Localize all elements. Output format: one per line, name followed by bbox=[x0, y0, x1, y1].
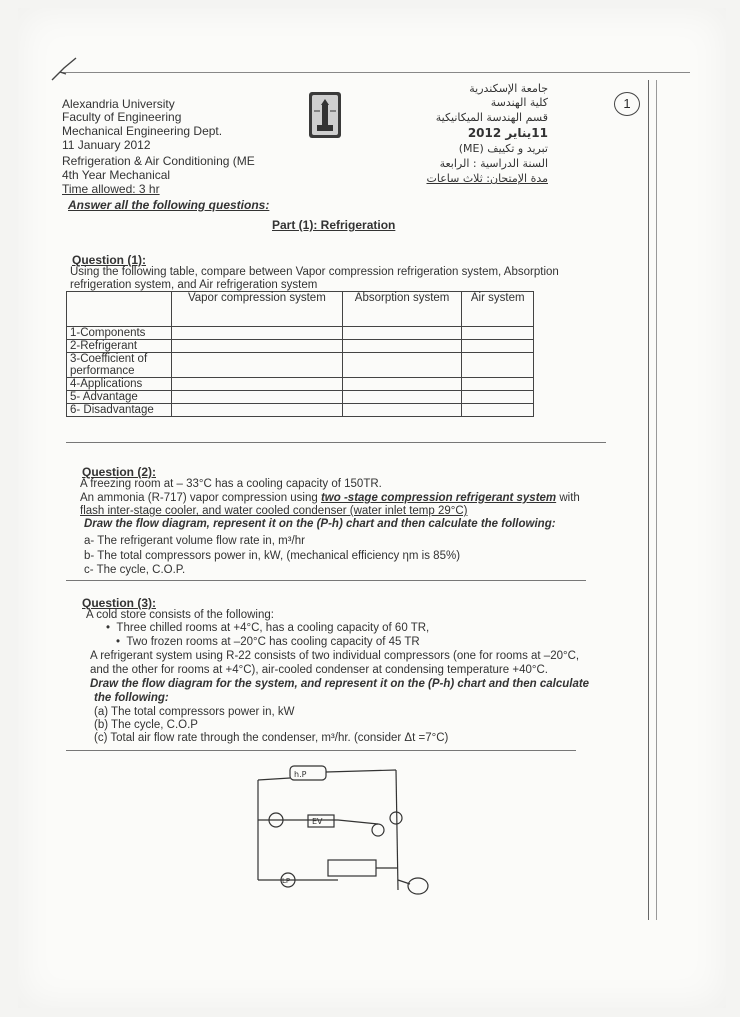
section-divider bbox=[66, 750, 576, 751]
arabic-course: تبريد و تكييف (ME) bbox=[458, 142, 548, 155]
q3-item-b: (b) The cycle, C.O.P bbox=[94, 719, 198, 731]
q2-line2-start: An ammonia (R-717) vapor compression using bbox=[80, 492, 321, 504]
page-number: 1 bbox=[623, 96, 631, 111]
q3-bullet1-text: Three chilled rooms at +4°C, has a cooling capacity of 60 TR, bbox=[116, 622, 430, 634]
header-top-rule bbox=[62, 72, 690, 73]
col-header-air: Air system bbox=[462, 292, 534, 327]
col-header-absorption: Absorption system bbox=[342, 292, 462, 327]
refrigeration-sketch-drawing bbox=[228, 760, 438, 910]
lighthouse-emblem-icon bbox=[308, 91, 342, 139]
q2-line4: Draw the flow diagram, represent it on the (P-h) chart and then calculate the following: bbox=[84, 518, 556, 530]
q3-bullet2-text: Two frozen rooms at –20°C has cooling capacity of 45 TR bbox=[126, 636, 420, 648]
table-row bbox=[67, 353, 534, 366]
department-name: Mechanical Engineering Dept. bbox=[62, 124, 223, 138]
arabic-department: قسم الهندسة الميكانيكية bbox=[435, 111, 548, 124]
sketch-label-lp: LP bbox=[282, 877, 291, 885]
q2-line3: flash inter-stage cooler, and water cooled condenser (water inlet temp 29°C) bbox=[80, 505, 468, 517]
arabic-date: 11يناير 2012 bbox=[467, 126, 548, 140]
sketch-label-ev: EV bbox=[312, 817, 323, 826]
q2-item-c: c- The cycle, C.O.P. bbox=[84, 564, 186, 576]
q3-line3: and the other for rooms at +4°C), air-cooled condenser at condensing temperature +40°C. bbox=[90, 664, 548, 676]
q3-bullet2 bbox=[116, 636, 420, 648]
year-level: 4th Year Mechanical bbox=[62, 168, 171, 182]
q1-title: Question (1): bbox=[72, 253, 146, 267]
time-allowed: Time allowed: 3 hr bbox=[62, 182, 160, 196]
table-row bbox=[67, 327, 534, 340]
q2-line2-end: with bbox=[556, 492, 580, 504]
pen-mark-icon bbox=[50, 54, 80, 89]
q2-item-a: a- The refrigerant volume flow rate in, m³/hr bbox=[84, 535, 305, 547]
q3-line5: the following: bbox=[94, 692, 169, 704]
q3-item-c: (c) Total air flow rate through the condenser, m³/hr. (consider Δt =7°C) bbox=[94, 732, 449, 744]
row-label: 4-Applications bbox=[67, 378, 172, 391]
q3-line2: A refrigerant system using R-22 consists of two individual compressors (one for rooms at –20°C, bbox=[90, 650, 580, 662]
row-label: 6- Disadvantage bbox=[67, 404, 172, 417]
section-divider bbox=[66, 580, 586, 581]
section-divider bbox=[66, 442, 606, 443]
sketch-label-hp: h.P bbox=[294, 770, 307, 779]
row-label: 2-Refrigerant bbox=[67, 340, 172, 353]
course-name: Refrigeration & Air Conditioning (ME bbox=[62, 154, 255, 168]
table-row bbox=[67, 391, 534, 404]
col-header-vapor: Vapor compression system bbox=[172, 292, 343, 327]
arabic-duration: مدة الإمتحان: ثلاث ساعات bbox=[426, 172, 548, 185]
arabic-year: السنة الدراسية : الرابعة bbox=[439, 157, 548, 170]
q3-title: Question (3): bbox=[82, 596, 156, 610]
bullet-icon: • bbox=[106, 622, 117, 634]
q2-line2-emphasis: two -stage compression refrigerant system bbox=[320, 492, 557, 504]
q3-item-a: (a) The total compressors power in, kW bbox=[94, 706, 295, 718]
faculty-name: Faculty of Engineering bbox=[62, 110, 182, 124]
comparison-table bbox=[66, 291, 534, 417]
part-title: Part (1): Refrigeration bbox=[272, 218, 396, 232]
q2-line2 bbox=[80, 492, 580, 504]
row-label: performance bbox=[67, 365, 172, 378]
q2-line1: A freezing room at – 33°C has a cooling capacity of 150TR. bbox=[80, 478, 382, 490]
q2-item-b: b- The total compressors power in, kW, (mechanical efficiency ηm is 85%) bbox=[84, 550, 461, 562]
q3-line1: A cold store consists of the following: bbox=[86, 609, 274, 621]
exam-instruction: Answer all the following questions: bbox=[68, 198, 270, 212]
bullet-icon: • bbox=[116, 636, 127, 648]
arabic-university: جامعة الإسكندرية bbox=[469, 82, 548, 95]
exam-date: 11 January 2012 bbox=[62, 138, 151, 152]
table-row bbox=[67, 340, 534, 353]
table-header-row bbox=[67, 292, 534, 327]
table-row bbox=[67, 404, 534, 417]
row-label: 5- Advantage bbox=[67, 391, 172, 404]
hand-sketch bbox=[228, 760, 438, 910]
table-row bbox=[67, 365, 534, 378]
university-name: Alexandria University bbox=[62, 97, 175, 111]
page-number-badge bbox=[614, 92, 640, 116]
row-label: 1-Components bbox=[67, 327, 172, 340]
exam-page bbox=[18, 8, 726, 1008]
arabic-faculty: كلية الهندسة bbox=[490, 96, 548, 109]
university-logo bbox=[308, 91, 342, 139]
q1-text-line1: Using the following table, compare between Vapor compression refrigeration system, Absorption bbox=[70, 266, 559, 278]
row-label: 3-Coefficient of bbox=[67, 353, 172, 366]
table-row bbox=[67, 378, 534, 391]
q3-line4: Draw the flow diagram for the system, and represent it on the (P-h) chart and then calculate bbox=[90, 678, 590, 690]
q1-text-line2: refrigeration system, and Air refrigeration system bbox=[70, 279, 318, 291]
q3-bullet1 bbox=[106, 622, 429, 634]
right-margin-line bbox=[648, 80, 649, 920]
right-margin-line-2 bbox=[656, 80, 657, 920]
q2-title: Question (2): bbox=[82, 465, 156, 479]
table-corner-cell bbox=[67, 292, 172, 327]
